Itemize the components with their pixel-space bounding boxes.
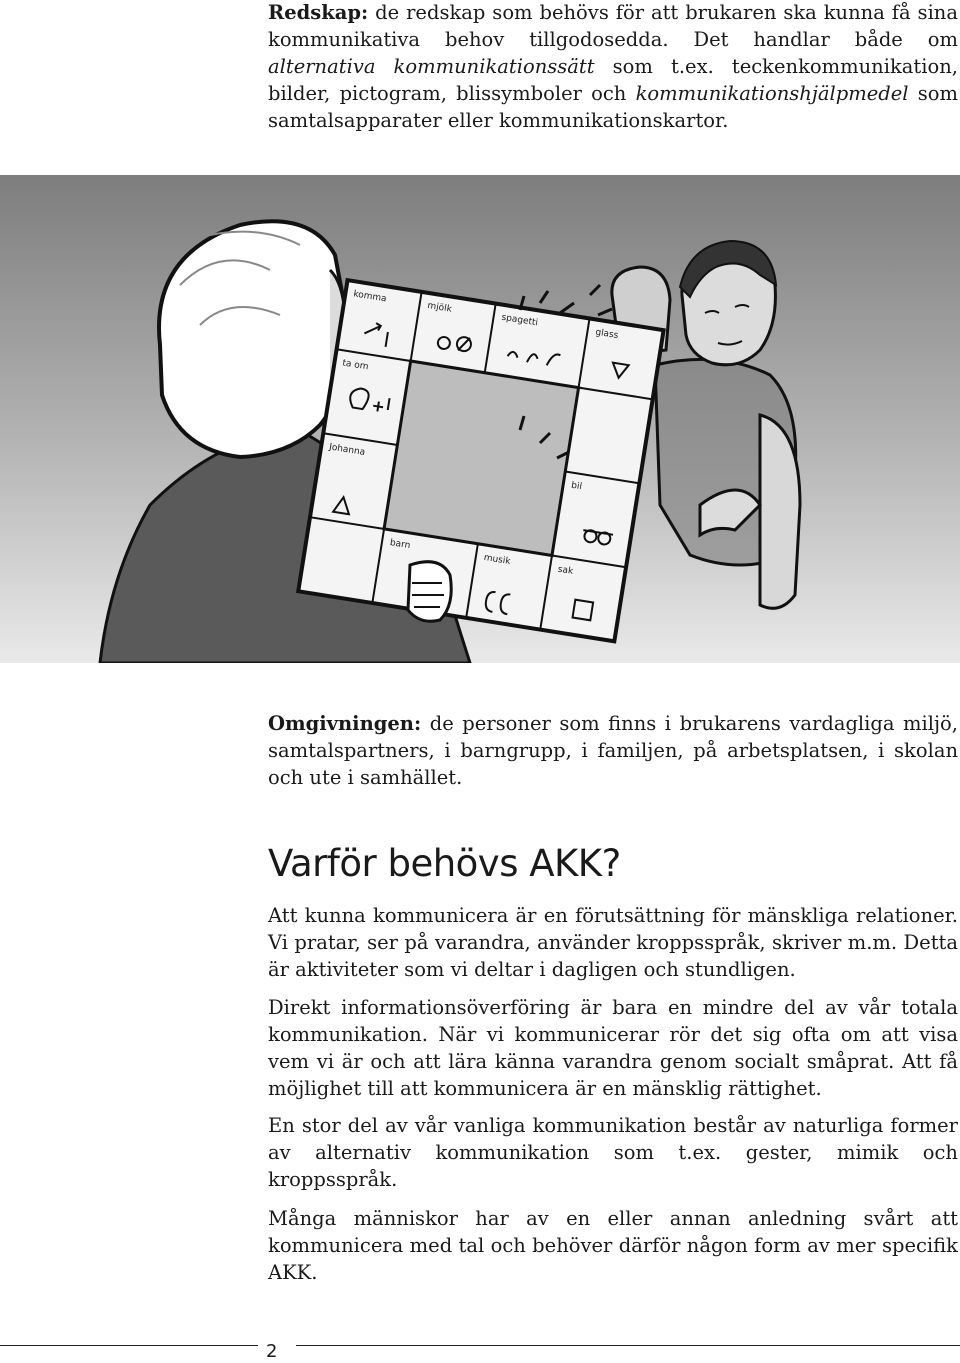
body-paragraph: Många människor har av en eller annan anledning svårt att kommunicera med tal och behöver därför någon form av mer specifik AKK. xyxy=(268,1207,958,1284)
card-word: glass xyxy=(594,327,619,342)
card-word: komma xyxy=(352,289,388,305)
environment-term: Omgivningen: xyxy=(268,712,422,735)
card-word: mjölk xyxy=(426,301,453,315)
page-number: 2 xyxy=(266,1341,278,1362)
body-paragraph: Att kunna kommunicera är en förutsättning för mänskliga relationer. Vi pratar, ser på varandra, använder kroppsspråk, skriver m.m. Detta är aktiviteter som vi deltar i dagligen och stundligen. xyxy=(268,904,958,981)
card-word: sak xyxy=(557,564,574,577)
card-word: bil xyxy=(570,480,583,493)
card-word: Johanna xyxy=(328,442,366,458)
body-paragraph: En stor del av vår vanliga kommunikation består av naturliga former av alternativ kommunikation som t.ex. gester, mimik och kroppsspråk. xyxy=(268,1114,958,1191)
section-heading: Varför behövs AKK? xyxy=(268,842,621,885)
intro-italic-term-2: kommunikationshjälpmedel xyxy=(635,82,909,105)
illustration-communication-board xyxy=(0,175,960,663)
footer-rule-left xyxy=(0,1345,258,1346)
card-word: barn xyxy=(389,538,411,552)
environment-paragraph: Omgivningen: de personer som finns i brukarens vardagliga miljö, samtalspartners, i barngrupp, i familjen, på arbetsplatsen, i skolan och ute i samhället. xyxy=(268,712,958,789)
footer-rule-right xyxy=(296,1345,960,1346)
intro-italic-term: alternativa kommunikationssätt xyxy=(268,55,595,78)
card-word: spagetti xyxy=(500,312,539,329)
card-word: musik xyxy=(482,552,512,568)
intro-term: Redskap: xyxy=(268,1,369,24)
intro-paragraph: Redskap: de redskap som behövs för att brukaren ska kunna få sina kommunikativa behov tillgodosedda. Det handlar både om alternativa kommunikationssätt som t.ex. teckenkommunikation, bilder, pictogram, blissymboler och kommunikationshjälpmedel som samtalsapparater eller kommunikationskartor. xyxy=(268,1,959,132)
body-paragraph: Direkt informationsöverföring är bara en mindre del av vår totala kommunikation. När vi kommunicerar rör det sig ofta om att visa vem vi är och att lära känna varandra genom socialt småprat. Att få möjlighet till att kommunicera är en mänsklig rättighet. xyxy=(268,996,958,1100)
card-word: ta om xyxy=(341,358,370,373)
